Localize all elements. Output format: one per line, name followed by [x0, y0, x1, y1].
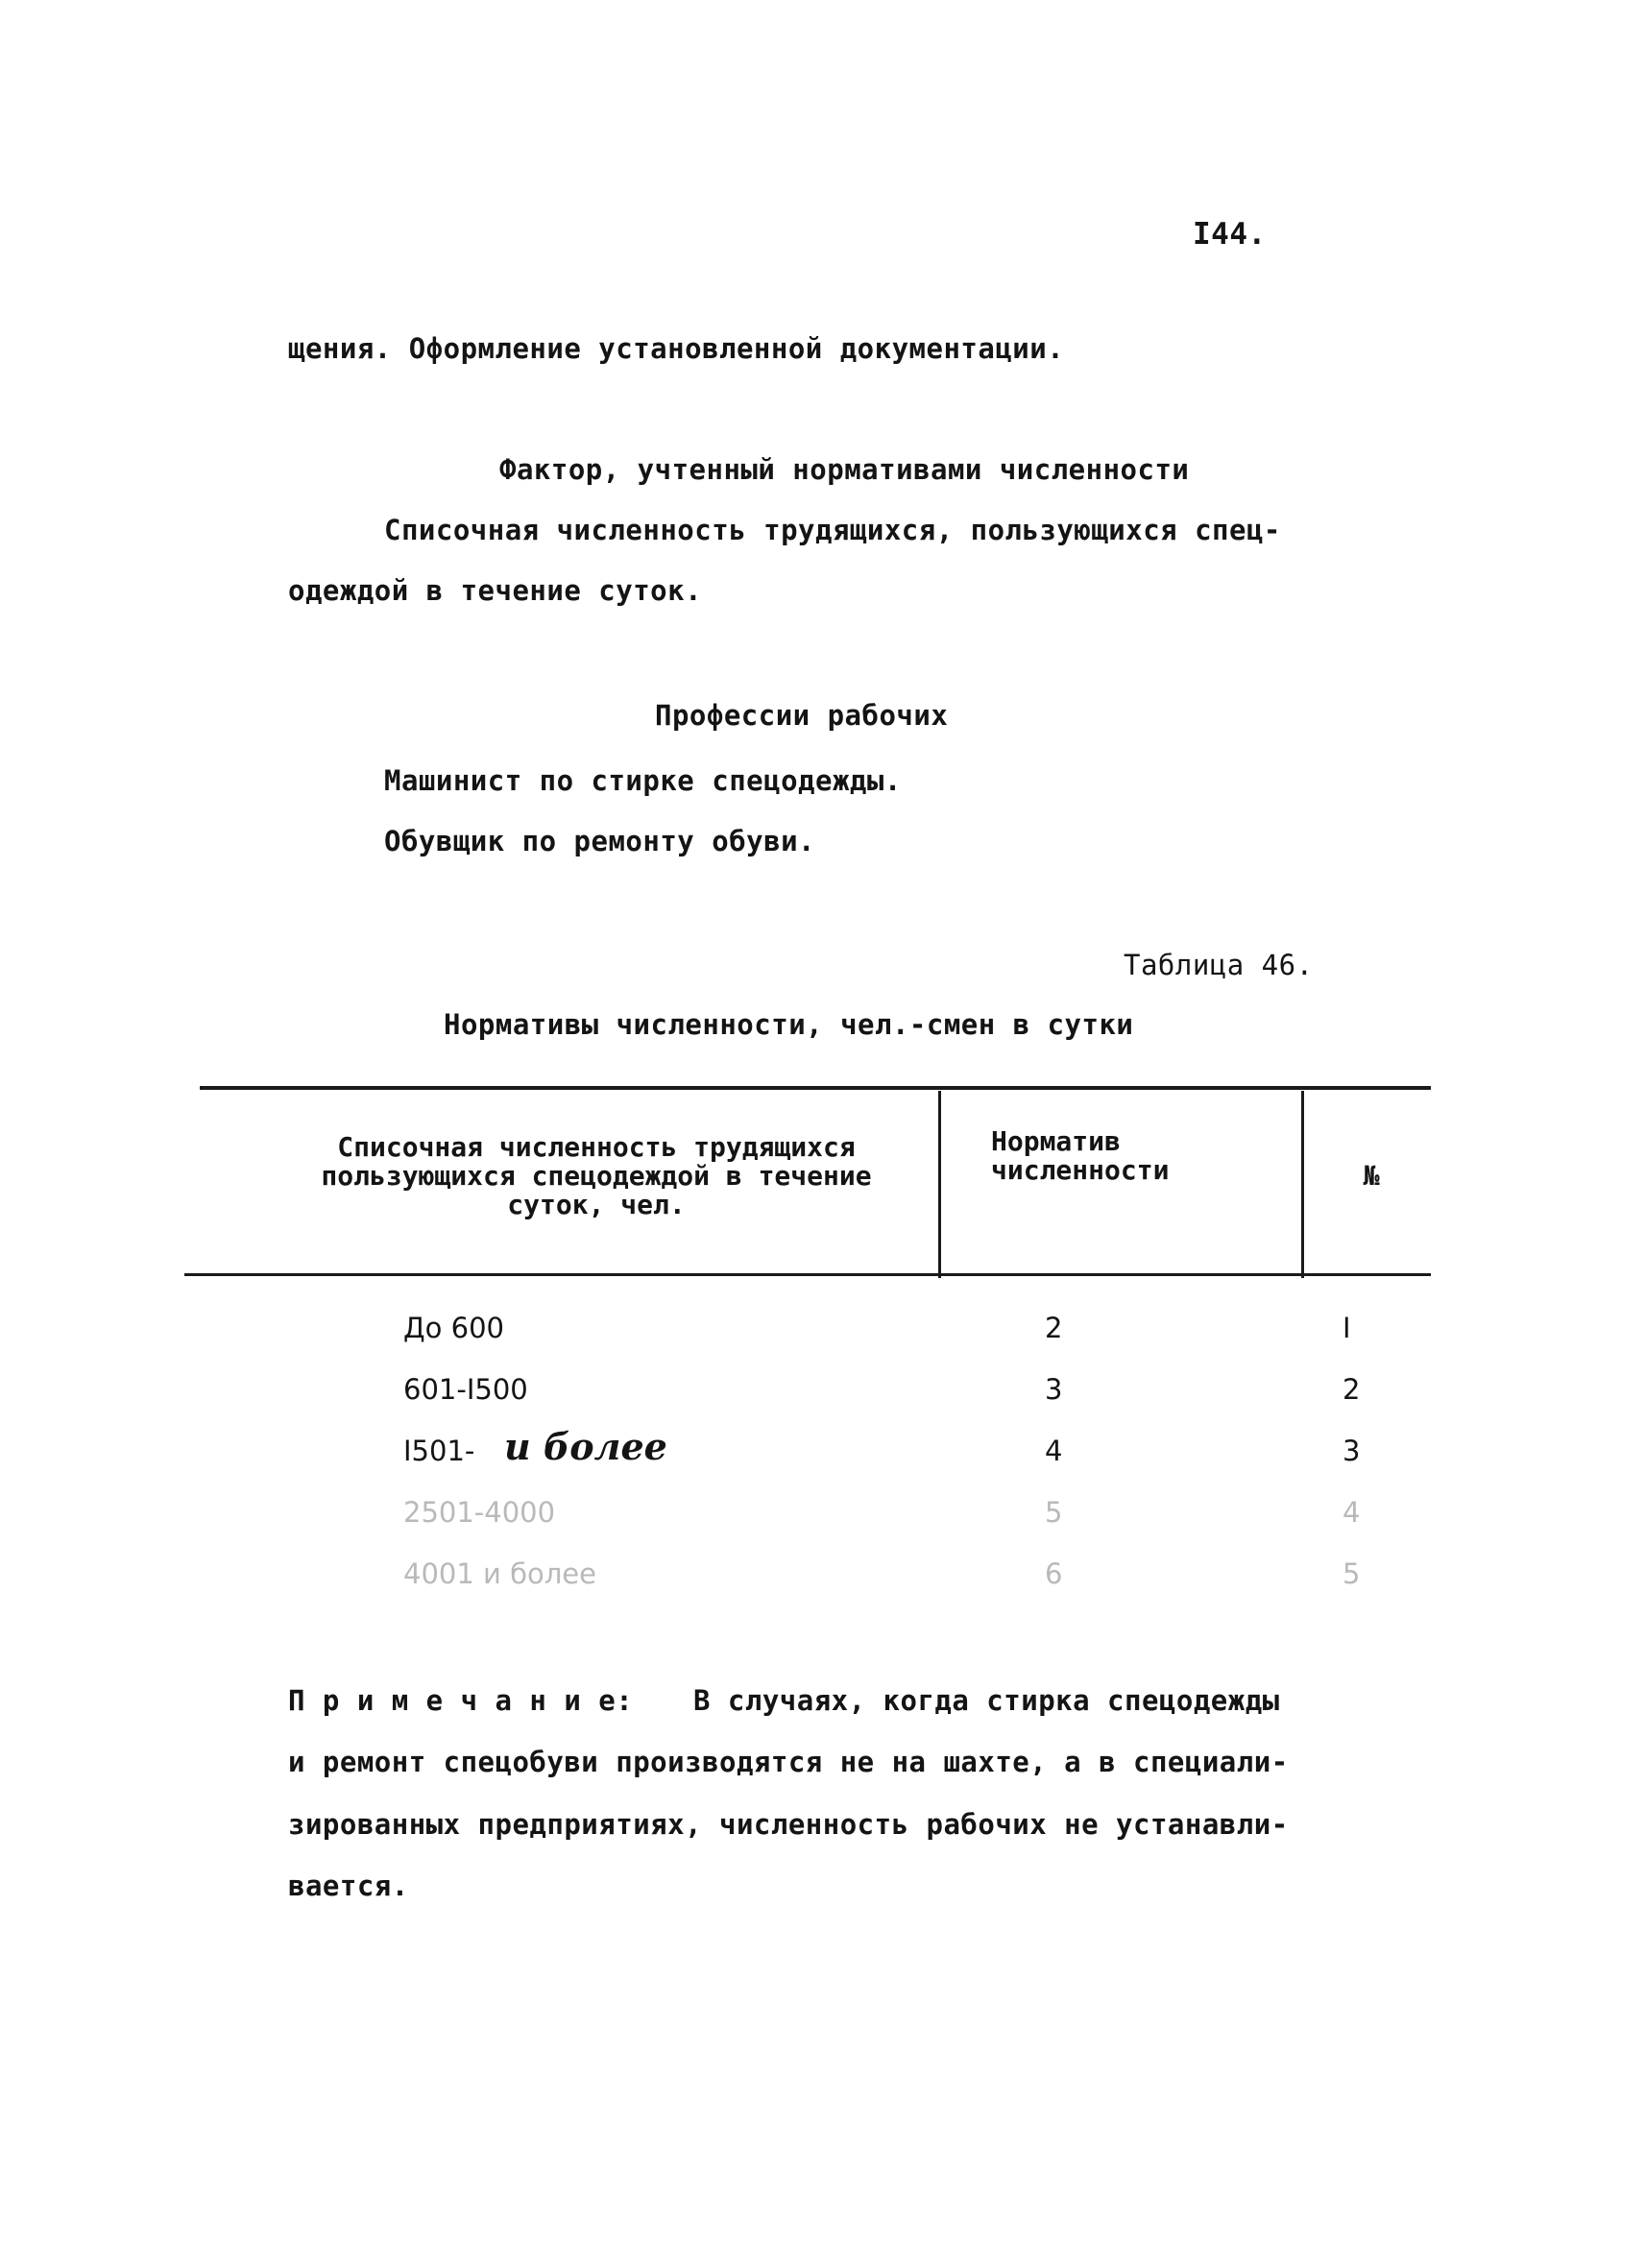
table-header-col1: Списочная численность трудящихся пользующихся спецодеждой в течение суток, чел.: [321, 1131, 872, 1220]
table-header-col3: №: [1363, 1160, 1380, 1192]
note-label: П р и м е ч а н и е:: [288, 1684, 634, 1717]
struck-row-range: 2501-4000: [403, 1496, 556, 1529]
table-row-num: 2: [1343, 1373, 1361, 1406]
factor-heading: Фактор, учтенный нормативами численности: [499, 453, 1190, 486]
factor-line-1: Списочная численность трудящихся, пользующихся спец-: [384, 514, 1281, 546]
table-title: Нормативы численности, чел.-смен в сутки: [444, 1008, 1134, 1041]
table-top-rule: [200, 1086, 1431, 1090]
table-label: Таблица 46.: [1124, 949, 1314, 981]
note-line: вается.: [288, 1870, 409, 1902]
intro-line: щения. Оформление установленной документации.: [288, 332, 1065, 365]
struck-row-num: 5: [1343, 1557, 1361, 1590]
struck-row-norm: 5: [1045, 1496, 1063, 1529]
struck-row-norm: 6: [1045, 1557, 1063, 1590]
table-row-range: I501-: [403, 1435, 475, 1467]
note-line: и ремонт спецобуви производятся не на шахте, а в специали-: [288, 1746, 1289, 1778]
table-header-col2: Норматив численности: [991, 1125, 1170, 1186]
handwritten-addition: и более: [504, 1425, 667, 1468]
table-row-norm: 3: [1045, 1373, 1063, 1406]
struck-row-range: 4001 и более: [403, 1557, 596, 1590]
table-column-divider: [938, 1091, 941, 1278]
table-row-num: I: [1343, 1312, 1351, 1344]
table-header-rule: [184, 1273, 1431, 1276]
table-row-num: 3: [1343, 1435, 1361, 1467]
note-line: В случаях, когда стирка спецодежды: [693, 1684, 1280, 1717]
note-line: зированных предприятиях, численность рабочих не устанавли-: [288, 1808, 1289, 1841]
struck-row-num: 4: [1343, 1496, 1361, 1529]
page-number: I44.: [1193, 217, 1267, 252]
professions-heading: Профессии рабочих: [655, 699, 949, 732]
factor-line-2: одеждой в течение суток.: [288, 574, 703, 607]
table-row-norm: 4: [1045, 1435, 1063, 1467]
table-row-norm: 2: [1045, 1312, 1063, 1344]
profession-item: Обувщик по ремонту обуви.: [384, 825, 815, 857]
profession-item: Машинист по стирке спецодежды.: [384, 764, 902, 797]
table-row-range: До 600: [403, 1312, 504, 1344]
table-row-range: 601-I500: [403, 1373, 528, 1406]
